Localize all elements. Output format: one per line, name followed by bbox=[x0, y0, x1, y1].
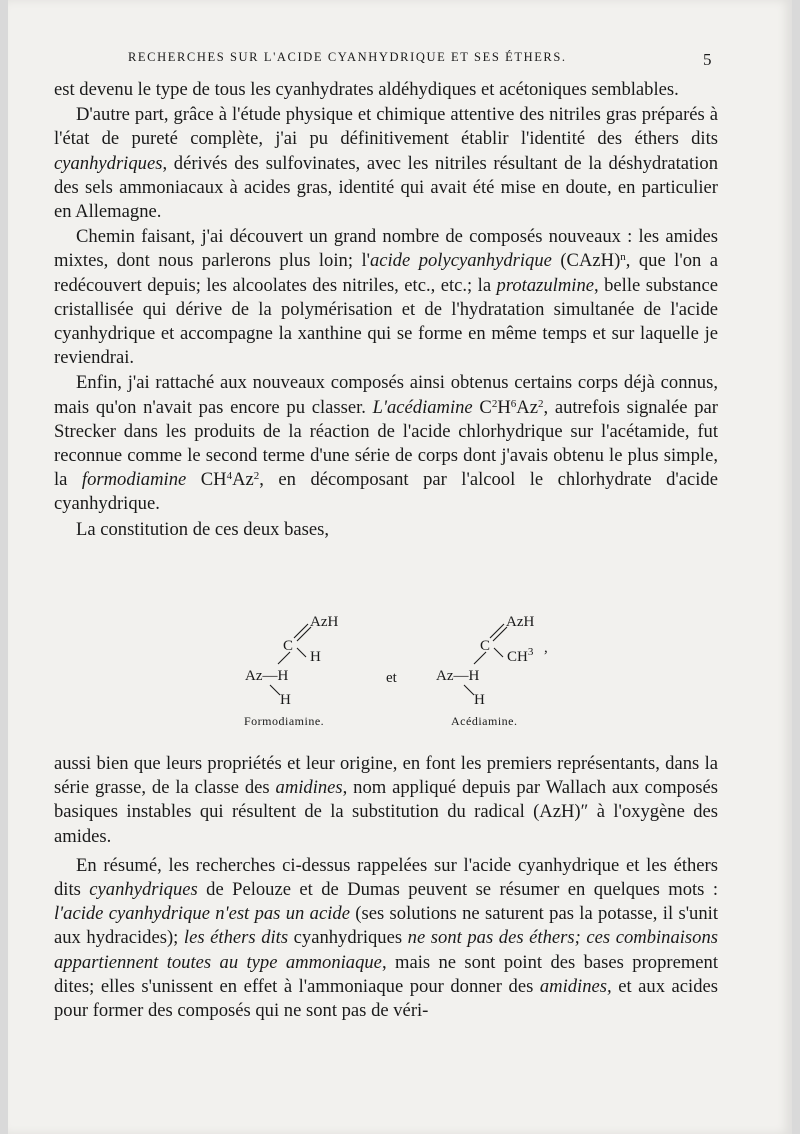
paragraph-1: est devenu le type de tous les cyanhydrates aldéhydiques et acétoniques semblables. bbox=[54, 79, 679, 100]
bond-lines bbox=[8, 612, 800, 742]
paragraph-6: aussi bien que leurs propriétés et leur origine, en font les premiers représentants, dans la série grasse, de la classe des amidines, nom appliqué depuis par Wallach aux composés basiques instables qui résultent de la substitution du radical (AzH)″ à l'oxygène des amides. bbox=[54, 753, 718, 847]
right-top-azh: AzH bbox=[506, 614, 535, 630]
right-carbon: C bbox=[480, 638, 491, 654]
left-right-h: H bbox=[310, 649, 321, 665]
paragraph-3: Chemin faisant, j'ai découvert un grand nombre de composés nouveaux : les amides mixtes, dont nous parlerons plus loin; l'acide polycyanhydrique (CAzH)$^n$, que l'on a redécouvert depuis; les alcoolates des nitriles, etc., etc.; la protazulmine, belle substance cristallisée qui dérive de la polymérisation et de l'hydratation simultanée de l'acide cyanhydrique et accompagne la xanthine qui se forme en même temps et sur laquelle je reviendrai. bbox=[54, 226, 719, 369]
left-top-azh: AzH bbox=[310, 614, 339, 630]
running-title: RECHERCHES SUR L'ACIDE CYANHYDRIQUE ET SES ÉTHERS. bbox=[128, 50, 567, 64]
paragraph-4: Enfin, j'ai rattaché aux nouveaux composés ainsi obtenus certains corps déjà connus, mais qu'on n'avait pas encore pu classer. L'acédiamine $C^2H^6Az^2$, autrefois signalée par Strecker dans les produits de la réaction de l'acide chlorhydrique sur l'acétamide, fut reconnue comme le second terme d'une série de corps dont j'avais obtenu le plus simple, la formodiamine $CH^4Az^2$, en décomposant par l'alcool le chlorhydrate d'acide cyanhydrique. bbox=[54, 372, 718, 515]
right-ch3: $CH^3$ bbox=[507, 646, 534, 665]
formodiamine-caption: Formodiamine. bbox=[244, 714, 325, 728]
book-page bbox=[8, 0, 792, 1134]
paragraph-5: La constitution de ces deux bases, bbox=[76, 518, 330, 540]
left-mid-azh: Az—H bbox=[245, 668, 289, 684]
main-text bbox=[54, 78, 718, 542]
paragraph-2: D'autre part, grâce à l'étude physique et chimique attentive des nitriles gras préparés à l'état de pureté complète, j'ai pu définitivement établir l'identité des éthers dits cyanhydriques, dérivés des sulfovinates, avec les nitriles résultant de la déshydratation des sels ammoniacaux à acides gras, identité qui avait été mise en doute, en particulier en Allemagne. bbox=[54, 104, 718, 223]
left-bottom-h: H bbox=[280, 692, 291, 708]
left-carbon: C bbox=[283, 638, 294, 654]
page-number: 5 bbox=[703, 50, 712, 69]
acediamine-caption: Acédiamine. bbox=[451, 714, 518, 728]
paragraph-7: En résumé, les recherches ci-dessus rappelées sur l'acide cyanhydrique et les éthers dits cyanhydriques de Pelouze et de Dumas peuvent se résumer en quelques mots : l'acide cyanhydrique n'est pas un acide (ses solutions ne saturent pas la potasse, il s'unit aux hydracides); les éthers dits cyanhydriques ne sont pas des éthers; ces combinaisons appartiennent toutes au type ammoniaque, mais ne sont point des bases proprement dites; elles s'unissent en effet à l'ammoniaque pour donner des amidines, et aux acides pour former des composés qui ne sont pas de véri- bbox=[54, 854, 719, 1022]
structural-formulas bbox=[8, 612, 800, 742]
lower-text bbox=[54, 752, 718, 1023]
right-comma: , bbox=[544, 640, 548, 656]
right-mid-azh: Az—H bbox=[436, 668, 480, 684]
connector-et: et bbox=[386, 670, 397, 686]
right-bottom-h: H bbox=[474, 692, 485, 708]
